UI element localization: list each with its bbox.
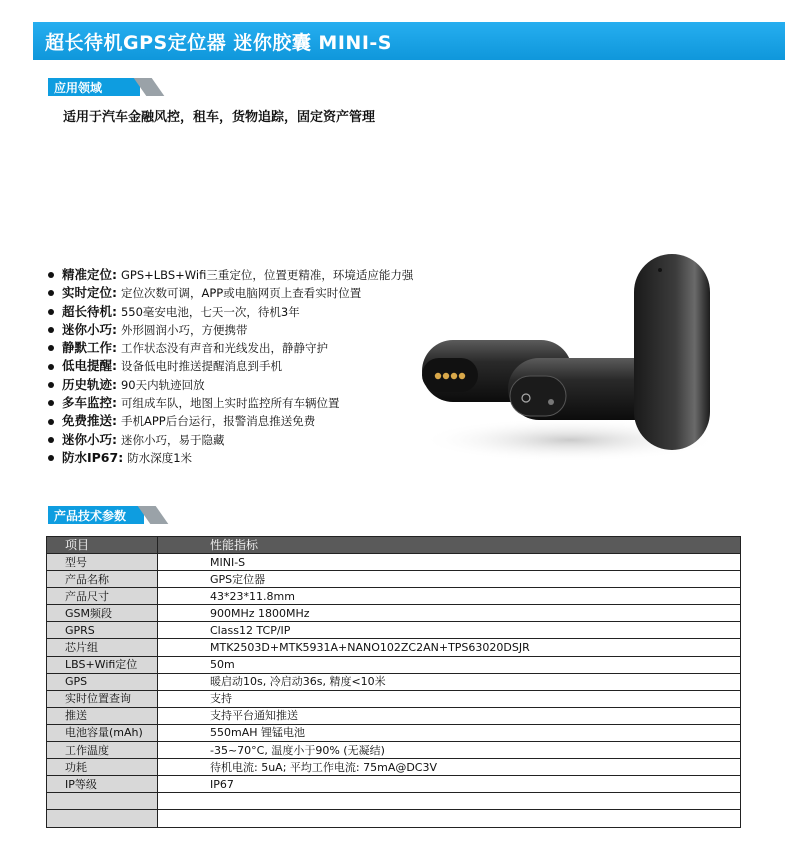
application-text: 适用于汽车金融风控，租车，货物追踪，固定资产管理 xyxy=(63,110,376,125)
spec-value: 550mAH 锂锰电池 xyxy=(158,724,741,741)
feature-name: 静默工作: xyxy=(62,340,117,356)
spec-value: -35~70°C, 温度小于90% (无凝结) xyxy=(158,742,741,759)
table-row xyxy=(47,724,741,741)
spec-key: IP等级 xyxy=(47,776,158,793)
spec-key: 实时位置查询 xyxy=(47,690,158,707)
bullet-icon xyxy=(48,400,54,406)
feature-item xyxy=(48,284,413,302)
spec-key: 型号 xyxy=(47,554,158,571)
spec-key: 推送 xyxy=(47,707,158,724)
bullet-icon xyxy=(48,309,54,315)
spec-key xyxy=(47,810,158,827)
table-header-row xyxy=(47,537,741,554)
spec-value: 支持 xyxy=(158,690,741,707)
feature-item xyxy=(48,339,413,357)
application-tag-label: 应用领域 xyxy=(54,81,103,95)
charging-pin xyxy=(435,373,441,379)
feature-name: 低电提醒: xyxy=(62,358,117,374)
spec-value: MTK2503D+MTK5931A+NANO102ZC2AN+TPS63020DSJR xyxy=(158,639,741,656)
led-icon xyxy=(548,399,554,405)
bullet-icon xyxy=(48,382,54,388)
table-row xyxy=(47,793,741,810)
feature-item xyxy=(48,394,413,412)
header-key: 项目 xyxy=(47,537,158,554)
feature-item xyxy=(48,376,413,394)
table-row xyxy=(47,810,741,827)
spec-key: 电池容量(mAh) xyxy=(47,724,158,741)
feature-desc: 可组成车队，地图上实时监控所有车辆位置 xyxy=(120,396,340,411)
spec-value: MINI-S xyxy=(158,554,741,571)
feature-item xyxy=(48,266,413,284)
spec-table xyxy=(46,536,741,828)
bullet-icon xyxy=(48,437,54,443)
spec-value: 900MHz 1800MHz xyxy=(158,605,741,622)
table-row xyxy=(47,639,741,656)
feature-name: 超长待机: xyxy=(62,303,117,319)
spec-value: 50m xyxy=(158,656,741,673)
product-image xyxy=(420,240,720,470)
spec-key: 芯片组 xyxy=(47,639,158,656)
page-title: 超长待机GPS定位器 迷你胶囊 MINI-S xyxy=(45,32,392,54)
feature-list xyxy=(48,266,413,467)
spec-key: GPRS xyxy=(47,622,158,639)
feature-name: 历史轨迹: xyxy=(62,376,117,392)
bullet-icon xyxy=(48,345,54,351)
table-row xyxy=(47,759,741,776)
feature-item xyxy=(48,357,413,375)
spec-key: 产品尺寸 xyxy=(47,588,158,605)
feature-name: 迷你小巧: xyxy=(62,431,117,447)
feature-name: 免费推送: xyxy=(62,413,117,429)
table-row xyxy=(47,605,741,622)
table-row xyxy=(47,742,741,759)
bullet-icon xyxy=(48,455,54,461)
feature-name: 实时定位: xyxy=(62,285,117,301)
table-row xyxy=(47,656,741,673)
table-row xyxy=(47,673,741,690)
feature-desc: 定位次数可调，APP或电脑网页上查看实时位置 xyxy=(120,286,362,301)
spec-value xyxy=(158,810,741,827)
feature-desc: 手机APP后台运行，报警消息推送免费 xyxy=(120,414,316,429)
table-row xyxy=(47,554,741,571)
spec-value: 待机电流: 5uA; 平均工作电流: 75mA@DC3V xyxy=(158,759,741,776)
feature-desc: GPS+LBS+Wifi三重定位，位置更精准，环境适应能力强 xyxy=(120,268,414,282)
spec-value xyxy=(158,793,741,810)
spec-key: 工作温度 xyxy=(47,742,158,759)
bullet-icon xyxy=(48,419,54,425)
charging-pin xyxy=(443,373,449,379)
feature-desc: 迷你小巧，易于隐藏 xyxy=(120,432,225,447)
feature-desc: 工作状态没有声音和光线发出，静静守护 xyxy=(120,341,328,356)
header-value: 性能指标 xyxy=(158,537,741,554)
capsule-standing xyxy=(634,254,710,450)
bullet-icon xyxy=(48,272,54,278)
spec-key xyxy=(47,793,158,810)
feature-item xyxy=(48,412,413,430)
feature-item xyxy=(48,321,413,339)
table-row xyxy=(47,690,741,707)
spec-key: LBS+Wifi定位 xyxy=(47,656,158,673)
table-row xyxy=(47,622,741,639)
feature-name: 迷你小巧: xyxy=(62,321,117,337)
spec-key: 产品名称 xyxy=(47,571,158,588)
specs-tag xyxy=(48,506,178,524)
specs-tag-label: 产品技术参数 xyxy=(54,509,127,523)
charging-pin xyxy=(451,373,457,379)
feature-name: 防水IP67: xyxy=(62,449,124,465)
table-row xyxy=(47,776,741,793)
feature-desc: 防水深度1米 xyxy=(127,450,193,465)
spec-value: 支持平台通知推送 xyxy=(158,707,741,724)
feature-name: 精准定位: xyxy=(62,267,117,282)
spec-key: GPS xyxy=(47,673,158,690)
bullet-icon xyxy=(48,364,54,370)
application-tag xyxy=(48,78,158,96)
bullet-icon xyxy=(48,290,54,296)
table-row xyxy=(47,571,741,588)
table-row xyxy=(47,588,741,605)
spec-key: GSM频段 xyxy=(47,605,158,622)
spec-key: 功耗 xyxy=(47,759,158,776)
feature-item xyxy=(48,449,413,467)
feature-desc: 外形圆润小巧，方便携带 xyxy=(120,322,248,337)
feature-item xyxy=(48,431,413,449)
charging-pin xyxy=(459,373,465,379)
spec-value: 43*23*11.8mm xyxy=(158,588,741,605)
feature-desc: 550毫安电池，七天一次，待机3年 xyxy=(120,304,300,319)
feature-desc: 设备低电时推送提醒消息到手机 xyxy=(120,359,282,374)
title-bar xyxy=(33,22,785,60)
spec-value: Class12 TCP/IP xyxy=(158,622,741,639)
feature-desc: 90天内轨迹回放 xyxy=(120,377,205,392)
bullet-icon xyxy=(48,327,54,333)
spec-value: 暖启动10s, 冷启动36s, 精度<10米 xyxy=(158,673,741,690)
feature-name: 多车监控: xyxy=(62,395,117,411)
table-row xyxy=(47,707,741,724)
spec-value: GPS定位器 xyxy=(158,571,741,588)
feature-item xyxy=(48,303,413,321)
spec-value: IP67 xyxy=(158,776,741,793)
